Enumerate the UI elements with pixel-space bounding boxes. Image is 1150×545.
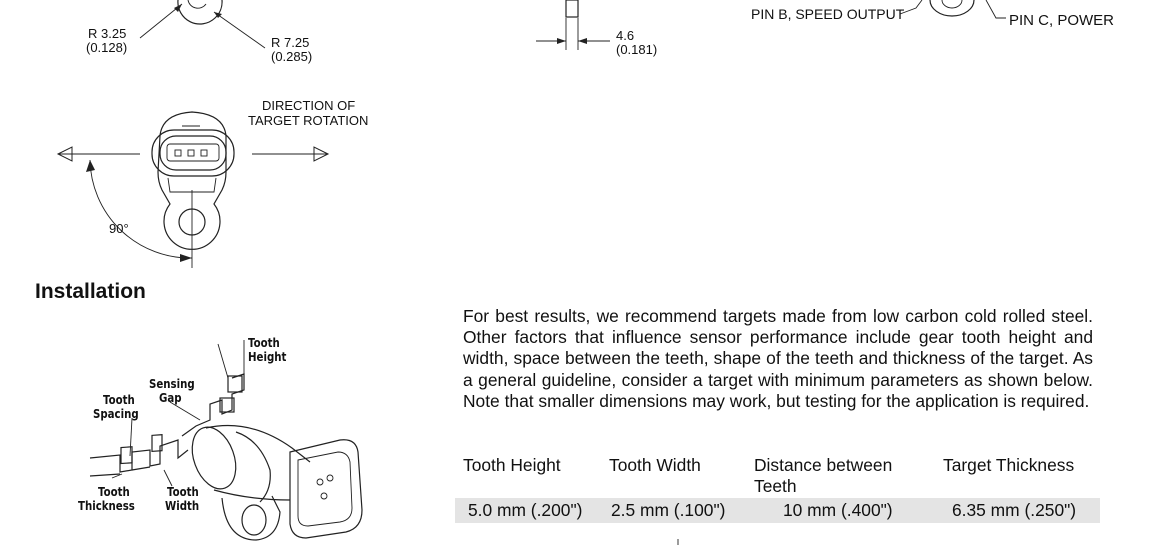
tooth-thickness-label-2: Thickness xyxy=(78,499,135,513)
tooth-width-label-2: Width xyxy=(165,499,200,513)
connector-top-fragment xyxy=(900,0,1006,18)
cell-tooth-height: 5.0 mm (.200") xyxy=(468,500,583,520)
direction-label-line1: DIRECTION OF xyxy=(262,98,356,113)
tooth-spacing-label-1: Tooth xyxy=(103,393,135,407)
installation-heading: Installation xyxy=(35,280,146,303)
sensor-rotation-view xyxy=(58,112,328,268)
direction-label-line2: TARGET ROTATION xyxy=(248,113,369,128)
cell-target-thickness: 6.35 mm (.250") xyxy=(952,500,1077,520)
header-tooth-width: Tooth Width xyxy=(609,455,701,475)
header-distance-between-teeth: Distance between Teeth xyxy=(754,455,893,496)
tooth-spacing-label-2: Spacing xyxy=(93,407,139,421)
width-dim-label: 4.6 xyxy=(616,28,635,43)
radius-small-inch-label: (0.128) xyxy=(86,40,128,55)
installation-paragraph: For best results, we recommend targets made from low carbon cold rolled steel. Other factors that influence sensor performance include gear tooth height and width, space between the teeth, shape of the teeth and thickness of the target. As a general guideline, consider a target with minimum parameters as shown below. Note that smaller dimensions may work, but testing for the application is required. xyxy=(463,306,1093,411)
sensor-top-fragment xyxy=(140,0,265,48)
width-dim-inch-label: (0.181) xyxy=(616,42,658,57)
radius-small-label: R 3.25 xyxy=(88,26,127,41)
cell-distance-between-teeth: 10 mm (.400") xyxy=(783,500,893,520)
width-dimension-drawing xyxy=(536,0,610,50)
radius-large-inch-label: (0.285) xyxy=(271,49,313,64)
radius-large-label: R 7.25 xyxy=(271,35,310,50)
tooth-width-label-1: Tooth xyxy=(167,485,199,499)
target-table-row xyxy=(455,498,1100,523)
tooth-height-label-2: Height xyxy=(248,350,287,364)
pin-c-label: PIN C, POWER xyxy=(1009,12,1115,29)
header-tooth-height: Tooth Height xyxy=(463,455,561,475)
tooth-thickness-label-1: Tooth xyxy=(98,485,130,499)
sensing-gap-label-2: Gap xyxy=(159,391,182,405)
pin-b-label: PIN B, SPEED OUTPUT xyxy=(751,6,905,22)
header-target-thickness: Target Thickness xyxy=(943,455,1075,475)
angle-label: 90° xyxy=(109,221,129,236)
cell-tooth-width: 2.5 mm (.100") xyxy=(611,500,726,520)
sensing-gap-label-1: Sensing xyxy=(149,377,195,391)
target-table-header xyxy=(463,455,1103,495)
tooth-height-label-1: Tooth xyxy=(248,336,280,350)
